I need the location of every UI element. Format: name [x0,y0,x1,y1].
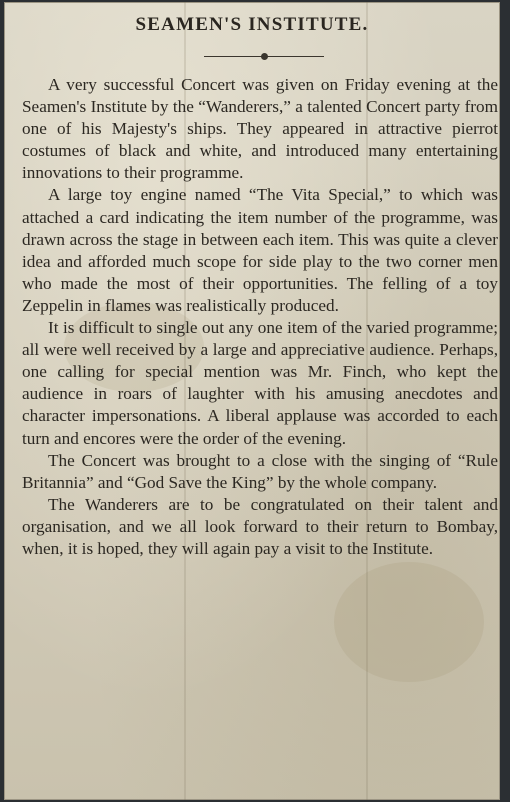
divider-ornament [261,53,268,60]
paragraph-closing: The Concert was brought to a close with the singing of “Rule Britannia” and “God Save the King” by the whole company. [22,450,498,492]
headline: SEAMEN'S INSTITUTE. [135,14,369,35]
paragraph-toy-engine: A large toy engine named “The Vita Special,” to which was attached a card indicating the item number of the programme, was drawn across the stage in between each item. This was quite a clever idea and afforded much scope for side play to the two corner men who made the most of their opportunities. The felling of a toy Zeppelin in flames was realistically produced. [22,185,498,315]
paragraph-programme: It is difficult to single out any one item of the varied programme; all were well received by a large and appreciative audience. Perhaps, one calling for special mention was Mr. Finch, who kept the audience in roars of laughter with his amusing anecdotes and character impersonations. A liberal applause was accorded to each turn and encores were the order of the evening. [22,318,498,448]
article-body [22,74,498,560]
newspaper-clipping [4,2,500,800]
paragraph-congratulations: The Wanderers are to be congratulated on their talent and organisation, and we all look forward to their return to Bombay, when, it is hoped, they will again pay a visit to the Institute. [22,494,498,558]
paper-stain [334,562,484,682]
paragraph-concert: A very successful Concert was given on Friday evening at the Seamen's Institute by the “Wanderers,” a talented Concert party from one of his Majesty's ships. They appeared in attractive pierrot costumes of black and white, and introduced many entertaining innovations to their programme. [22,75,498,183]
